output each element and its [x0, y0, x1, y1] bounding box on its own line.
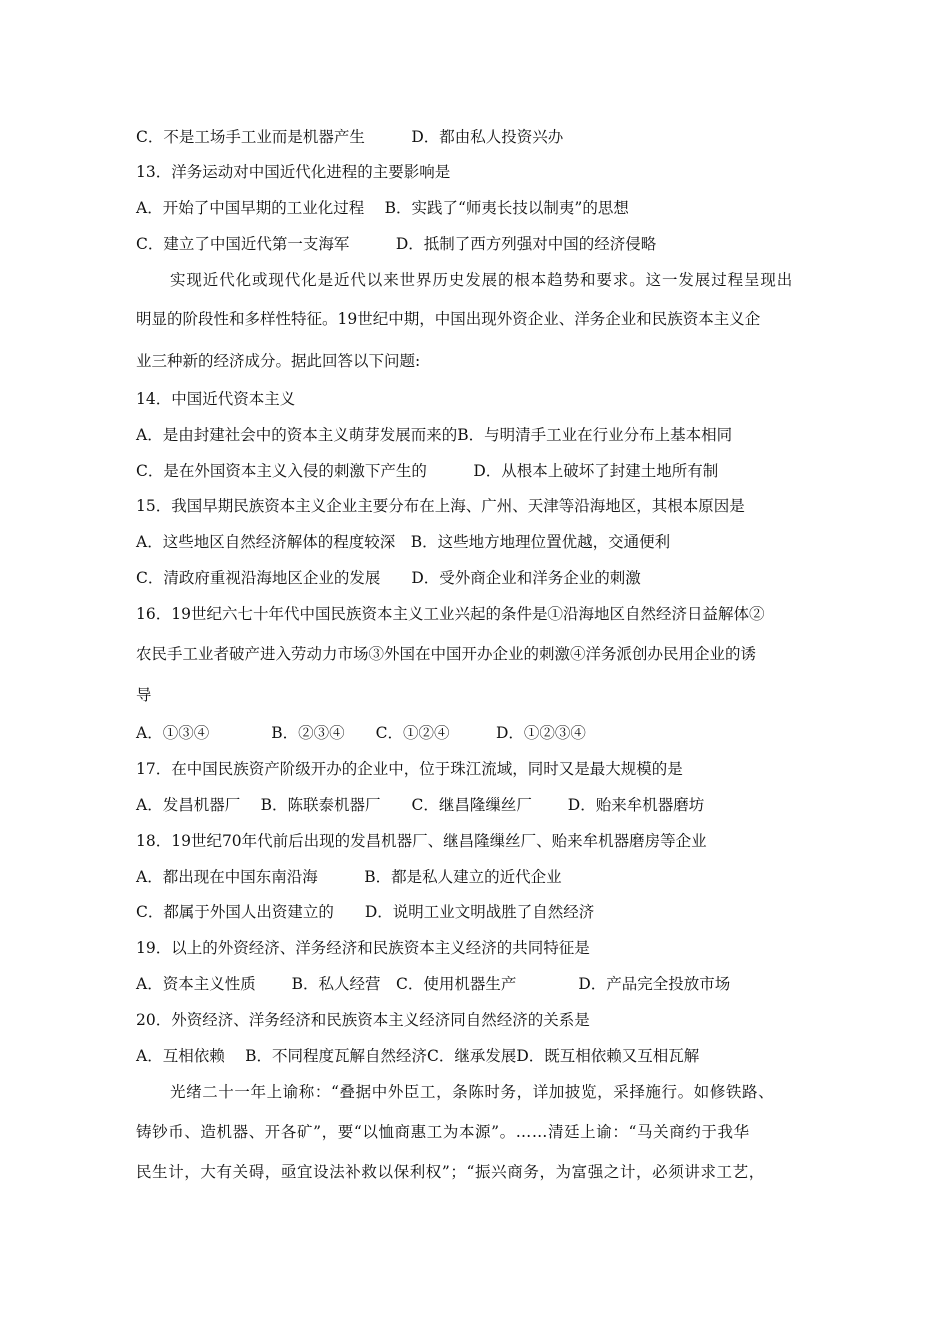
line-17-options: A．发昌机器厂 B．陈联泰机器厂 C．继昌隆缫丝厂 D．贻来牟机器磨坊 — [136, 796, 705, 814]
line-13c-13d: C．建立了中国近代第一支海军 D．抵制了西方列强对中国的经济侵略 — [136, 235, 657, 253]
line-15a-15b: A．这些地区自然经济解体的程度较深 B．这些地方地理位置优越，交通便利 — [136, 533, 671, 551]
passage-1-line-3: 业三种新的经济成分。据此回答以下问题: — [136, 352, 421, 370]
question-16-line-3: 导 — [136, 686, 152, 704]
question-15: 15．我国早期民族资本主义企业主要分布在上海、广州、天津等沿海地区，其根本原因是 — [136, 497, 745, 515]
line-18a-18b: A．都出现在中国东南沿海 B．都是私人建立的近代企业 — [136, 868, 562, 886]
line-19-options: A．资本主义性质 B．私人经营 C．使用机器生产 D．产品完全投放市场 — [136, 975, 731, 993]
line-15c-15d: C．清政府重视沿海地区企业的发展 D．受外商企业和洋务企业的刺激 — [136, 569, 641, 587]
line-12c-12d: C．不是工场手工业而是机器产生 D．都由私人投资兴办 — [136, 128, 564, 146]
passage-2-line-2: 铸钞币、造机器、开各矿”，要“以恤商惠工为本源”。……清廷上谕：“马关商约于我华 — [136, 1123, 750, 1141]
question-20: 20．外资经济、洋务经济和民族资本主义经济同自然经济的关系是 — [136, 1011, 590, 1029]
line-14c-14d: C．是在外国资本主义入侵的刺激下产生的 D．从根本上破坏了封建土地所有制 — [136, 462, 719, 480]
line-13a-13b: A．开始了中国早期的工业化过程 B．实践了“师夷长技以制夷”的思想 — [136, 199, 629, 217]
question-16-line-1: 16．19世纪六七十年代中国民族资本主义工业兴起的条件是①沿海地区自然经济日益解体② — [136, 605, 765, 623]
question-16-line-2: 农民手工业者破产进入劳动力市场③外国在中国开办企业的刺激④洋务派创办民用企业的诱 — [136, 645, 757, 663]
passage-1-line-2: 明显的阶段性和多样性特征。19世纪中期，中国出现外资企业、洋务企业和民族资本主义企 — [136, 310, 761, 328]
passage-2-line-3: 民生计，大有关碍，亟宜设法补救以保利权”；“振兴商务，为富强之计，必须讲求工艺， — [136, 1163, 765, 1181]
line-18c-18d: C．都属于外国人出资建立的 D．说明工业文明战胜了自然经济 — [136, 903, 595, 921]
question-17: 17．在中国民族资产阶级开办的企业中，位于珠江流域，同时又是最大规模的是 — [136, 760, 683, 778]
passage-2-line-1: 光绪二十一年上谕称：“叠据中外臣工，条陈时务，详加披览，采择施行。如修铁路、 — [170, 1083, 775, 1101]
question-14: 14．中国近代资本主义 — [136, 390, 296, 408]
question-13: 13．洋务运动对中国近代化进程的主要影响是 — [136, 163, 451, 181]
question-18: 18．19世纪70年代前后出现的发昌机器厂、继昌隆缫丝厂、贻来牟机器磨房等企业 — [136, 832, 707, 850]
question-19: 19．以上的外资经济、洋务经济和民族资本主义经济的共同特征是 — [136, 939, 590, 957]
line-20-options: A．互相依赖 B．不同程度瓦解自然经济C．继承发展D．既互相依赖又互相瓦解 — [136, 1047, 700, 1065]
line-16-options: A．①③④ B．②③④ C．①②④ D．①②③④ — [136, 724, 586, 742]
passage-1-line-1: 实现近代化或现代化是近代以来世界历史发展的根本趋势和要求。这一发展过程呈现出 — [170, 271, 794, 289]
line-14a-14b: A．是由封建社会中的资本主义萌芽发展而来的B．与明清手工业在行业分布上基本相同 — [136, 426, 733, 444]
